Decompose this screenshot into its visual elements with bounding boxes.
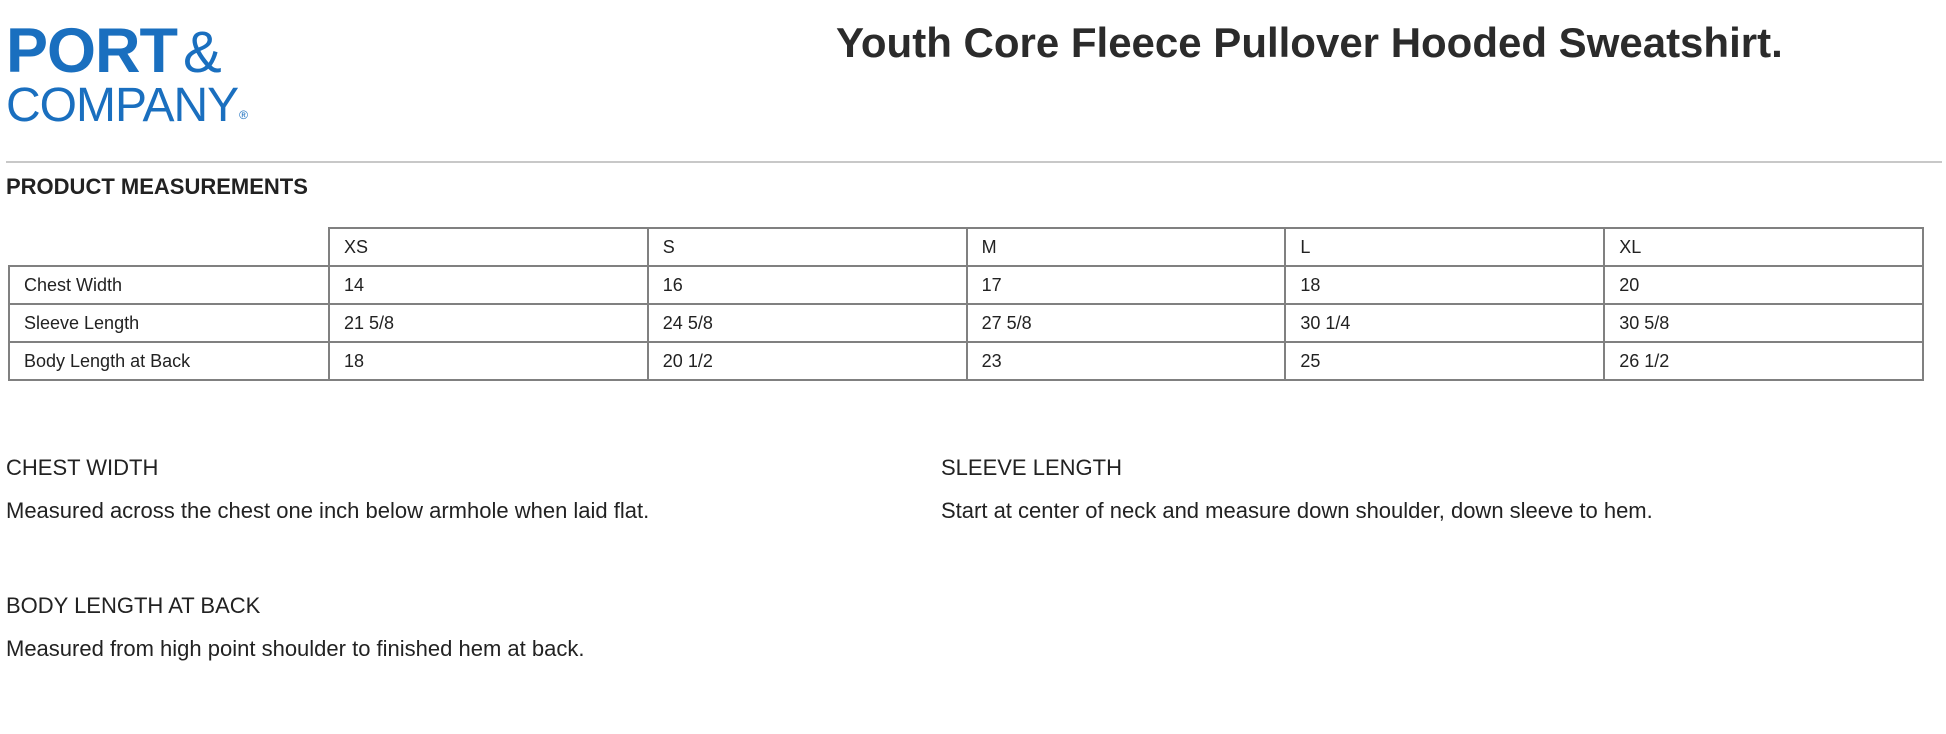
row-label: Sleeve Length [9, 304, 329, 342]
table-cell: 18 [1285, 266, 1604, 304]
table-cell: 30 5/8 [1604, 304, 1923, 342]
table-cell: 25 [1285, 342, 1604, 380]
size-header: XL [1604, 228, 1923, 266]
table-cell: 17 [967, 266, 1286, 304]
size-header: M [967, 228, 1286, 266]
registered-mark: ® [239, 108, 247, 122]
table-header-row [9, 228, 1923, 266]
brand-ampersand: & [183, 20, 221, 85]
table-cell: 20 [1604, 266, 1923, 304]
header-divider [6, 161, 1942, 163]
table-cell: 14 [329, 266, 648, 304]
table-row [9, 266, 1923, 304]
table-cell: 30 1/4 [1285, 304, 1604, 342]
section-heading: PRODUCT MEASUREMENTS [6, 174, 308, 199]
brand-name-port: PORT [6, 16, 178, 86]
brand-logo [6, 16, 306, 132]
table-cell: 24 5/8 [648, 304, 967, 342]
body-length-description: Measured from high point shoulder to finished hem at back. [6, 636, 585, 661]
table-cell: 16 [648, 266, 967, 304]
table-row [9, 304, 1923, 342]
table-cell: 26 1/2 [1604, 342, 1923, 380]
row-label: Body Length at Back [9, 342, 329, 380]
sleeve-length-description: Start at center of neck and measure down shoulder, down sleeve to hem. [941, 498, 1653, 523]
body-length-heading: BODY LENGTH AT BACK [6, 593, 261, 618]
table-cell: 18 [329, 342, 648, 380]
table-cell: 21 5/8 [329, 304, 648, 342]
brand-logo-line2 [6, 80, 247, 141]
page-title: Youth Core Fleece Pullover Hooded Sweatshirt. [836, 19, 1783, 66]
table-cell: 27 5/8 [967, 304, 1286, 342]
chest-width-description: Measured across the chest one inch below armhole when laid flat. [6, 498, 650, 523]
brand-name-company: COMPANY [6, 79, 239, 132]
size-header: L [1285, 228, 1604, 266]
sleeve-length-heading: SLEEVE LENGTH [941, 455, 1122, 480]
size-header: S [648, 228, 967, 266]
measurements-table [8, 227, 1924, 381]
table-cell: 20 1/2 [648, 342, 967, 380]
brand-logo-line1 [6, 16, 221, 86]
row-label: Chest Width [9, 266, 329, 304]
table-corner-cell [9, 228, 329, 266]
table-row [9, 342, 1923, 380]
size-header: XS [329, 228, 648, 266]
table-cell: 23 [967, 342, 1286, 380]
chest-width-heading: CHEST WIDTH [6, 455, 159, 480]
